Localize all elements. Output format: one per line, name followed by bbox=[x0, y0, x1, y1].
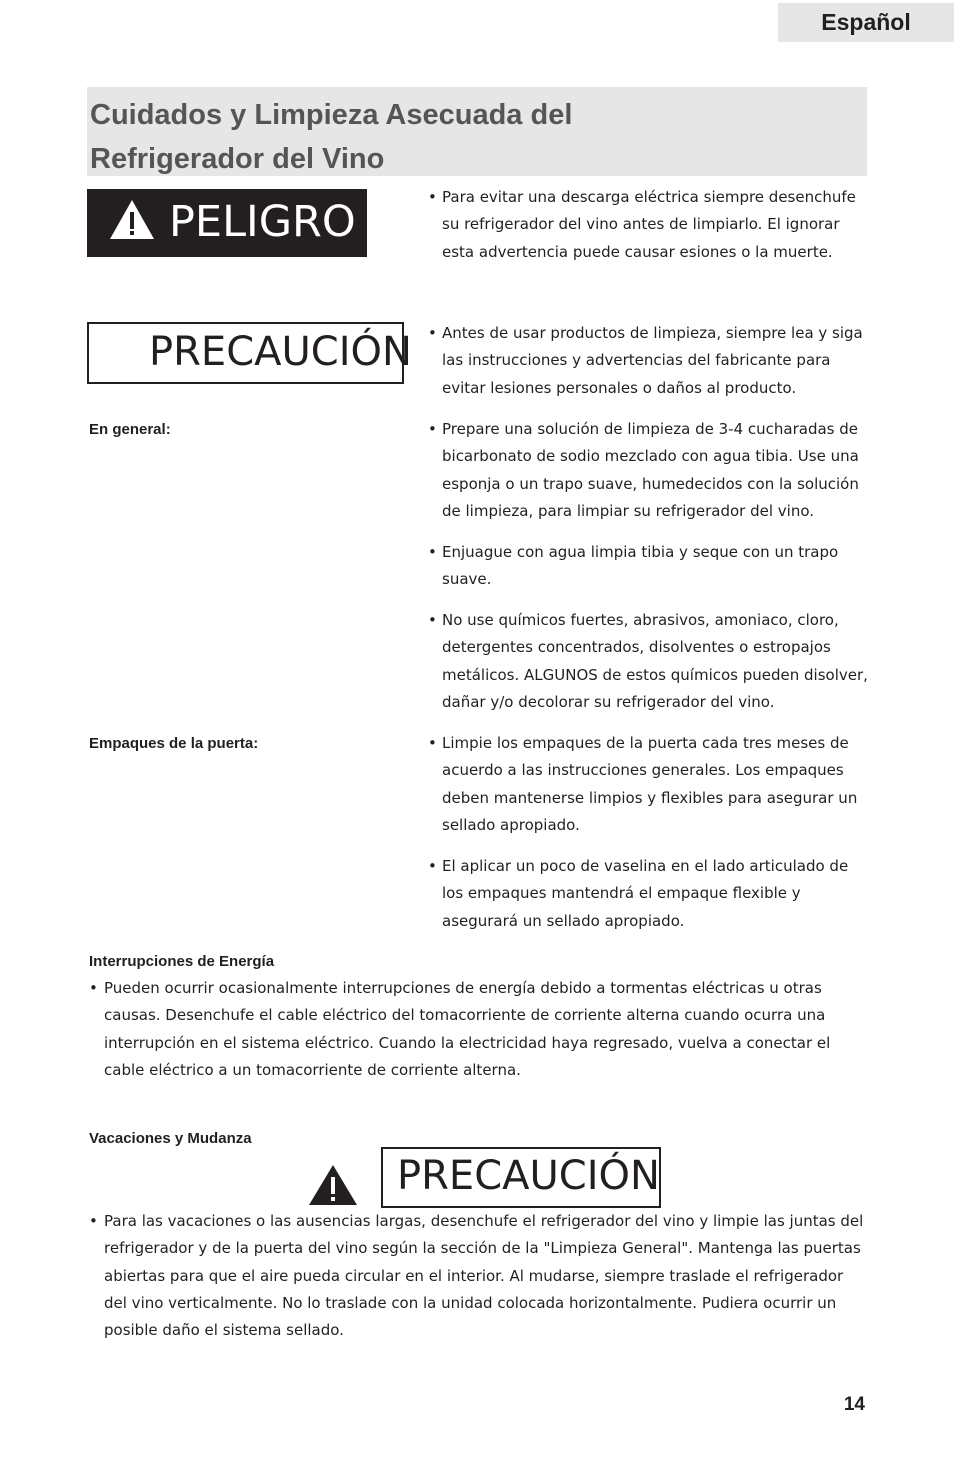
general-bullet-3: • No use químicos fuertes, abrasivos, amoniaco, cloro, detergentes concentrados, disolventes o estropajos metálicos. ALGUNOS de estos químicos pueden disolver, dañar y/o decolorar su refrigerador del vino. bbox=[428, 607, 868, 716]
vacation-label: Vacaciones y Mudanza bbox=[89, 1130, 252, 1147]
danger-label: PELIGRO bbox=[169, 197, 356, 247]
gaskets-bullet-1: • Limpie los empaques de la puerta cada tres meses de acuerdo a las instrucciones generales. Los empaques deben mantenerse limpios y flexibles para asegurar un sellado apropiado. bbox=[428, 730, 868, 839]
general-bullet-2: • Enjuague con agua limpia tibia y seque con un trapo suave. bbox=[428, 539, 868, 594]
caution-text: • Antes de usar productos de limpieza, siempre lea y siga las instrucciones y advertencias del fabricante para evitar lesiones personales o daños al producto. bbox=[428, 320, 868, 402]
power-label: Interrupciones de Energía bbox=[89, 953, 275, 970]
caution-label-box bbox=[87, 322, 412, 384]
section-title: Cuidados y Limpieza Asecuada del Refrigerador del Vino bbox=[90, 99, 573, 175]
danger-text: • Para evitar una descarga eléctrica siempre desenchufe su refrigerador del vino antes de limpiarlo. El ignorar esta advertencia puede causar esiones o la muerte. bbox=[428, 184, 868, 266]
danger-label-box bbox=[87, 189, 367, 257]
general-label: En general: bbox=[89, 421, 171, 438]
vacation-caution-label: PRECAUCIÓN bbox=[397, 1153, 660, 1199]
section-title-band bbox=[87, 87, 867, 176]
language-tab: Español bbox=[778, 3, 954, 42]
caution-label: PRECAUCIÓN bbox=[149, 329, 412, 375]
gaskets-bullet-2: • El aplicar un poco de vaselina en el lado articulado de los empaques mantendrá el empaque flexible y asegurará un sellado apropiado. bbox=[428, 853, 868, 935]
power-text: • Pueden ocurrir ocasionalmente interrupciones de energía debido a tormentas eléctricas u otras causas. Desenchufe el cable eléctrico del tomacorriente de corriente alterna cuando ocurra una interrupción en el sistema eléctrico. Cuando la electricidad haya regresado, vuelva a conectar el cable eléctrico a un tomacorriente de corriente alterna. bbox=[89, 975, 867, 1084]
warning-triangle-icon bbox=[108, 198, 156, 241]
vacation-caution-label-box bbox=[381, 1147, 661, 1208]
vacation-text: • Para las vacaciones o las ausencias largas, desenchufe el refrigerador del vino y limpie las juntas del refrigerador y de la puerta del vino según la sección de la "Limpieza General". Mantenga las puertas abiertas para que el aire pueda circular en el interior. Al mudarse, siempre traslade el refrigerador del vino verticalmente. No lo traslade con la unidad colocada horizontalmente. Pudiera ocurrir un posible daño el sistema sellado. bbox=[89, 1208, 867, 1344]
general-bullet-1: • Prepare una solución de limpieza de 3-4 cucharadas de bicarbonato de sodio mezclado con agua tibia. Use una esponja o un trapo suave, humedecidos con la solución de limpieza, para limpiar su refrigerador del vino. bbox=[428, 416, 868, 525]
page-number: 14 bbox=[843, 1394, 865, 1415]
gaskets-label: Empaques de la puerta: bbox=[89, 735, 259, 752]
warning-triangle-icon bbox=[308, 1164, 358, 1206]
